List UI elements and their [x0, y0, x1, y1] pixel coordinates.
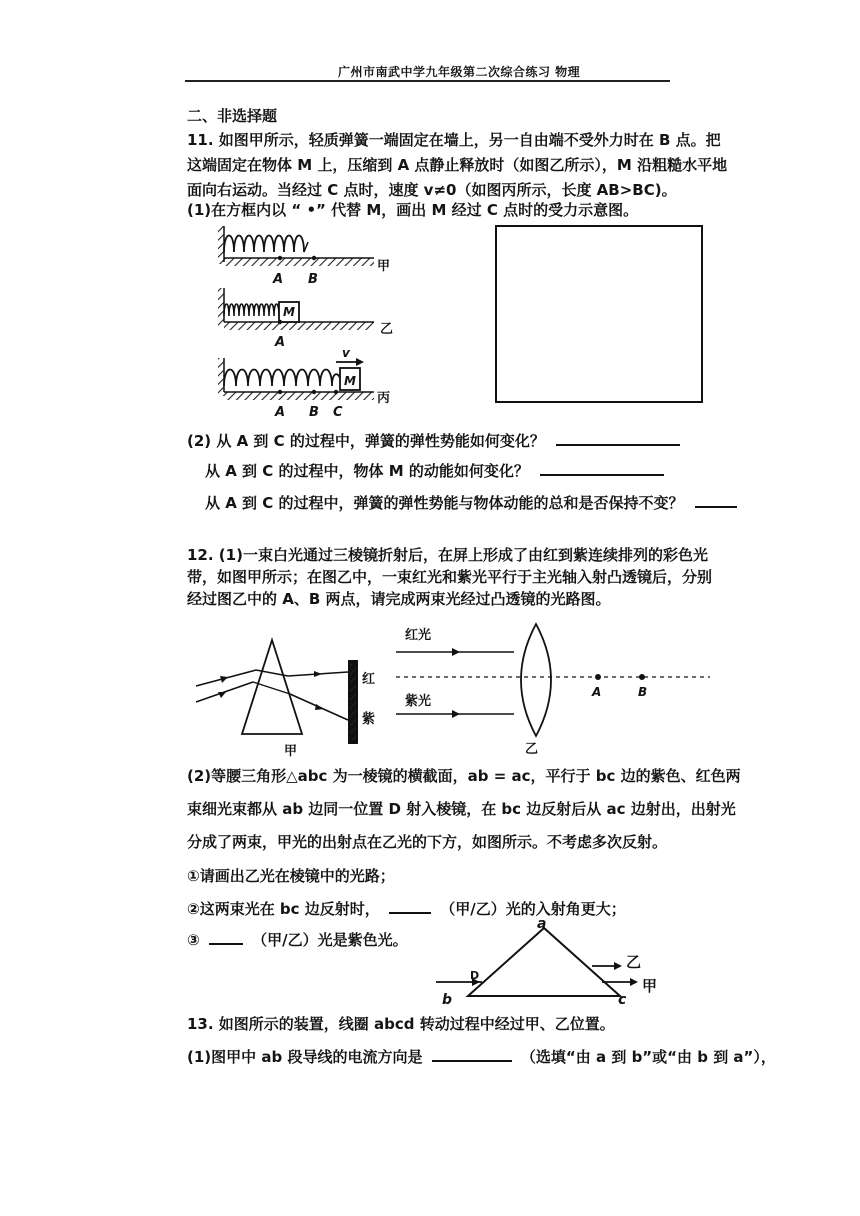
q12-line1: 12. (1)一束白光通过三棱镜折射后，在屏上形成了由红到紫连续排列的彩色光 — [187, 546, 708, 564]
q12-p2-line1: (2)等腰三角形△abc 为一棱镜的横截面，ab = ac，平行于 bc 边的紫色、红色两 — [187, 767, 741, 785]
label-A-jia: A — [273, 272, 284, 287]
spring-figure-jia — [218, 226, 374, 266]
header-rule — [185, 80, 670, 82]
label-jia-fig1: 甲 — [377, 259, 391, 274]
q13-line1: 13. 如图所示的装置，线圈 abcd 转动过程中经过甲、乙位置。 — [187, 1015, 615, 1033]
q12-p2-line2: 束细光束都从 ab 边同一位置 D 射入棱镜，在 bc 边反射后从 ac 边射出，出射光 — [187, 800, 736, 818]
label-A-yi: A — [275, 335, 286, 350]
label-M-bing: M — [344, 374, 356, 388]
label-purple-screen: 紫 — [362, 712, 376, 727]
spring-coil-yi — [224, 304, 279, 316]
answer-blank-q13[interactable] — [432, 1046, 512, 1062]
label-tri-b: b — [442, 992, 453, 1008]
label-B-bing: B — [309, 405, 319, 420]
q11-p2c: 从 A 到 C 的过程中，弹簧的弹性势能与物体动能的总和是否保持不变？ — [205, 492, 737, 513]
label-red-light: 红光 — [405, 628, 432, 643]
spring-coil-bing — [224, 370, 340, 387]
label-v: v — [342, 346, 350, 360]
page-header-title: 广州市南武中学九年级第二次综合练习 物理 — [338, 65, 581, 79]
prism-triangle — [242, 640, 302, 734]
q11-line3: 面向右运动。当经过 C 点时，速度 v≠0（如图丙所示，长度 AB>BC)。 — [187, 181, 677, 199]
label-A-bing: A — [275, 405, 286, 420]
convex-lens — [521, 624, 551, 736]
lens-figure — [390, 618, 720, 748]
answer-blank-s2[interactable] — [389, 898, 431, 914]
wall-hatch — [218, 226, 224, 264]
label-M-yi: M — [283, 305, 295, 319]
q11-line1: 11. 如图甲所示，轻质弹簧一端固定在墙上，另一自由端不受外力时在 B 点。把 — [187, 131, 721, 149]
q11-p2a: (2) 从 A 到 C 的过程中，弹簧的弹性势能如何变化？ — [187, 430, 680, 451]
label-tri-a: a — [537, 916, 547, 932]
q12-line3: 经过图乙中的 A、B 两点，请完成两束光经过凸透镜的光路图。 — [187, 590, 611, 608]
label-tri-yi: 乙 — [626, 953, 642, 971]
section-title: 二、非选择题 — [187, 107, 278, 125]
label-point-A: A — [592, 685, 602, 699]
label-red-screen: 红 — [362, 672, 376, 687]
q12-line2: 带，如图甲所示；在图乙中，一束红光和紫光平行于主光轴入射凸透镜后，分别 — [187, 568, 713, 586]
label-yi-fig1: 乙 — [380, 322, 394, 337]
force-diagram-answer-box[interactable] — [495, 225, 703, 403]
q12-s3: ③ （甲/乙）光是紫色光。 — [187, 931, 408, 949]
prism-figure — [190, 630, 370, 750]
q12-s2: ②这两束光在 bc 边反射时， （甲/乙）光的入射角更大； — [187, 900, 626, 918]
label-jia-prism: 甲 — [284, 744, 298, 759]
label-C-bing: C — [333, 405, 343, 420]
label-tri-c: c — [618, 992, 627, 1008]
floor-hatch — [224, 258, 374, 266]
spring-coil-jia — [224, 236, 304, 253]
label-bing-fig1: 丙 — [377, 391, 391, 406]
q13-p1: (1)图甲中 ab 段导线的电流方向是 （选填“由 a 到 b”或“由 b 到 a”）， — [187, 1048, 776, 1066]
label-purple-light: 紫光 — [405, 694, 432, 709]
label-tri-D: D — [470, 969, 480, 982]
answer-blank-p2b[interactable] — [540, 460, 664, 476]
q12-p2-line3: 分成了两束，甲光的出射点在乙光的下方，如图所示。不考虑多次反射。 — [187, 833, 668, 851]
q12-s1: ①请画出乙光在棱镜中的光路； — [187, 867, 395, 885]
spring-figure-yi — [218, 288, 374, 330]
label-tri-jia: 甲 — [642, 977, 658, 995]
label-point-B: B — [638, 685, 648, 699]
answer-blank-p2c[interactable] — [695, 492, 737, 508]
q11-p2b: 从 A 到 C 的过程中，物体 M 的动能如何变化？ — [205, 460, 664, 481]
q11-line2: 这端固定在物体 M 上，压缩到 A 点静止释放时（如图乙所示），M 沿粗糙水平地 — [187, 156, 728, 174]
label-yi-lens: 乙 — [525, 742, 539, 757]
triangle-abc — [468, 928, 620, 996]
q11-line4: (1)在方框内以 “ •” 代替 M，画出 M 经过 C 点时的受力示意图。 — [187, 201, 639, 219]
answer-blank-p2a[interactable] — [556, 430, 680, 446]
answer-blank-s3[interactable] — [209, 929, 243, 945]
label-B-jia: B — [308, 272, 318, 287]
